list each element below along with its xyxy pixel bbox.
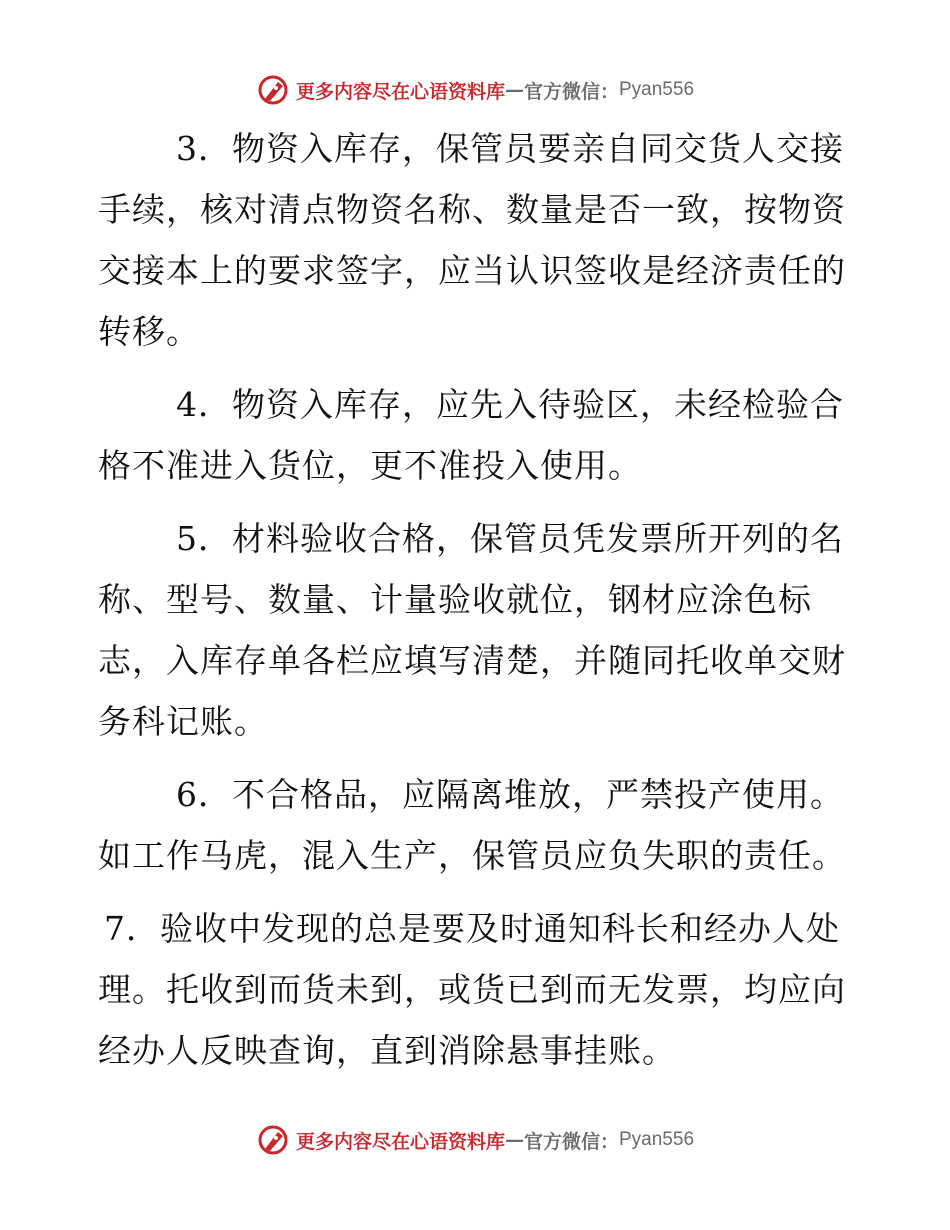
paragraph-3: 3．物资入库存，保管员要亲自同交货人交接手续，核对清点物资名称、数量是否一致，按物资交接本上的要求签字，应当认识签收是经济责任的转移。 <box>98 129 846 351</box>
header-contact-id: Pyan556 <box>619 79 695 100</box>
footer-contact-text: 官方微信： <box>523 1130 619 1153</box>
footer-site-text: 更多内容尽在心语资料库 <box>295 1130 505 1153</box>
paragraph-4: 4．物资入库存，应先入待验区，未经检验合格不准进入货位，更不准投入使用。 <box>98 385 844 485</box>
pen-nib-logo-icon <box>256 1123 290 1157</box>
paragraph-5: 5．材料验收合格，保管员凭发票所开列的名称、型号、数量、计量验收就位，钢材应涂色标志，入库存单各栏应填写清楚，并随同托收单交财务科记账。 <box>98 519 846 741</box>
paragraph-7: 7．验收中发现的总是要及时通知科长和经办人处理。托收到而货未到，或货已到而无发票，均应向经办人反映查询，直到消除悬事挂账。 <box>98 909 846 1070</box>
header-site-text: 更多内容尽在心语资料库 <box>295 80 505 103</box>
paragraph-6: 6．不合格品，应隔离堆放，严禁投产使用。如工作马虎，混入生产，保管员应负失职的责任。 <box>98 775 846 875</box>
footer-contact-id: Pyan556 <box>619 1129 695 1150</box>
header-separator: — <box>504 79 524 101</box>
header-banner <box>0 70 950 110</box>
footer-banner <box>0 1120 950 1160</box>
footer-separator: — <box>504 1129 524 1151</box>
header-contact-text: 官方微信： <box>523 80 619 103</box>
document-body <box>98 118 858 1081</box>
pen-nib-logo-icon <box>256 73 290 107</box>
